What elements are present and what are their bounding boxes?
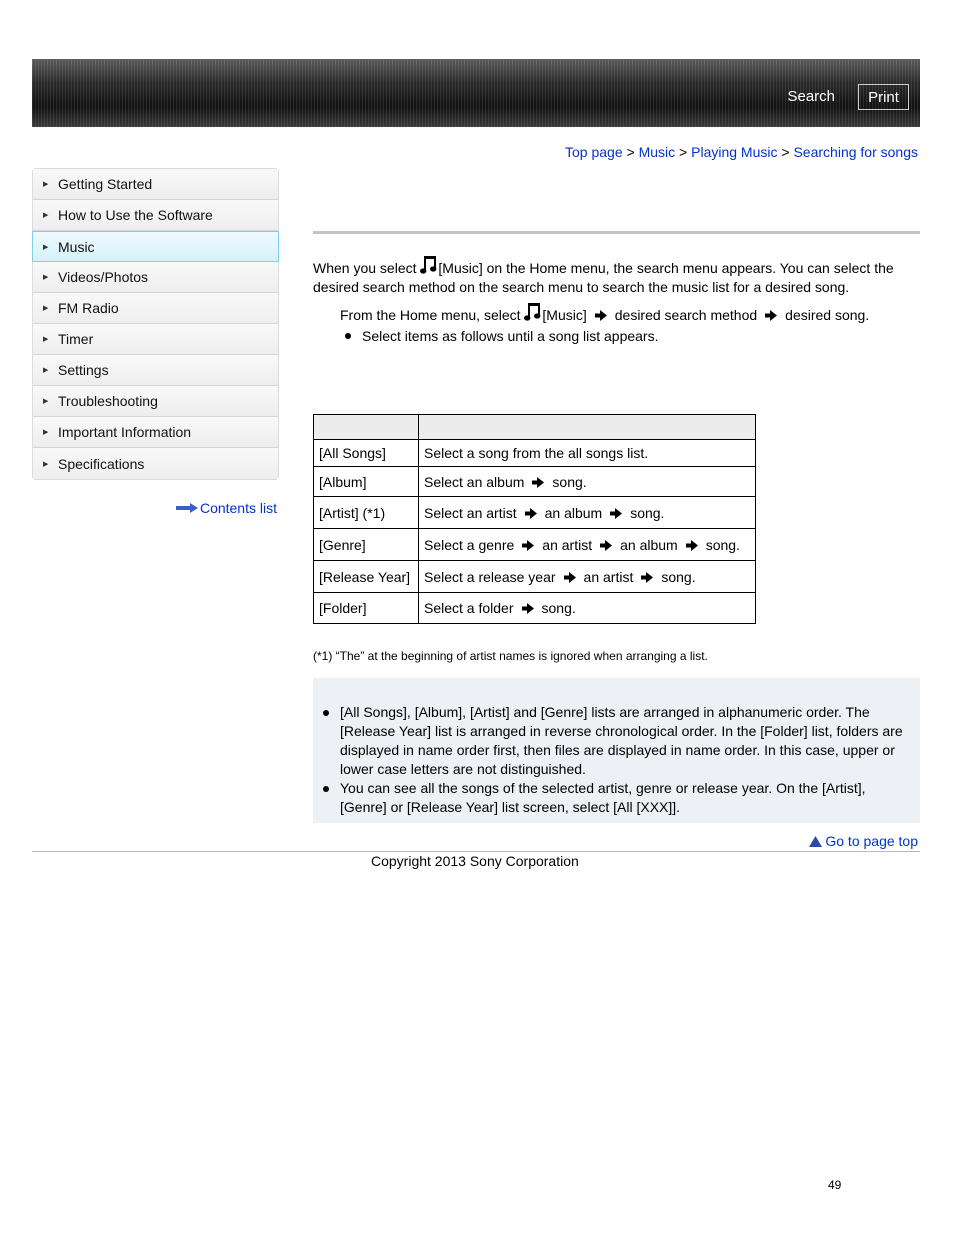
step-text: an album [620,536,678,553]
breadcrumb-playing-music[interactable]: Playing Music [691,144,778,160]
triangle-right-icon: ▶ [43,336,49,343]
step-text: song. [552,473,587,490]
copyright-text: Copyright 2013 Sony Corporation [371,853,579,869]
breadcrumb-music[interactable]: Music [638,144,676,160]
arrow-right-icon [610,508,622,519]
breadcrumb-separator: > [626,144,635,160]
table-cell-steps [419,529,756,561]
arrow-right-icon [176,503,198,513]
note-text: [All Songs], [Album], [Artist] and [Genre] lists are arranged in alphanumeric order. The [Release Year] list is arranged in reverse chronological order. In the [Folder] list, folders are displayed in name order first, then files are displayed in name order. In this case, upper or lower case letters are not distinguished. [340,704,903,777]
sidebar-item-label: Getting Started [58,176,153,192]
breadcrumb-top-page[interactable]: Top page [565,144,623,160]
step-text: Select an artist [424,504,517,521]
triangle-right-icon: ▶ [43,181,49,188]
sidebar-item-label: Settings [58,362,109,378]
sidebar-item-getting-started[interactable] [33,169,278,200]
step-text: an artist [583,568,634,585]
step-text: Select a release year [424,568,556,585]
step-text: desired search method [614,307,758,323]
arrow-right-icon [595,310,607,321]
sidebar-item-fm-radio[interactable] [33,293,278,324]
sidebar-item-label: Troubleshooting [58,393,158,409]
bullet-dot-icon [323,786,329,792]
table-row [314,467,756,497]
note-text: You can see all the songs of the selected artist, genre or release year. On the [Artist], [Genre] or [Release Year] list screen, select [All [XXX]]. [340,780,866,815]
step-text: song. [541,600,576,616]
step-text: From the Home menu, select [340,307,525,323]
sidebar-item-label: Important Information [58,424,192,440]
bullet-item [345,328,658,344]
intro-paragraph [313,255,913,297]
triangle-right-icon: ▶ [43,243,49,251]
table-cell-steps [419,593,756,624]
sidebar-item-label: Videos/Photos [58,269,149,285]
title-divider [313,231,920,234]
bullet-dot-icon [345,333,351,339]
table-cell-steps [419,440,756,467]
table-cell-key: [Folder] [314,593,419,624]
table-header-cell [419,415,756,440]
arrow-right-icon [765,310,777,321]
footer-divider [32,851,920,852]
triangle-right-icon: ▶ [43,398,49,405]
triangle-right-icon: ▶ [43,367,49,374]
table-cell-key: [All Songs] [314,440,419,467]
step-text: song. [661,568,696,585]
step-text: Select a song from the all songs list. [424,445,649,461]
arrow-right-icon [686,540,698,551]
list-item [323,779,911,817]
table-row [314,440,756,467]
sidebar-item-timer[interactable] [33,324,278,355]
music-note-icon [524,302,542,322]
breadcrumb-separator: > [679,144,688,160]
sidebar-item-videos-photos[interactable] [33,262,278,293]
contents-list-link[interactable] [176,500,277,516]
arrow-right-icon [600,540,612,551]
search-link[interactable]: Search [787,88,835,105]
table-cell-steps [419,561,756,593]
intro-text: [Music] on the Home menu, the search menu appears. You can select the desired search method on the search menu to search the music list for a desired song. [313,260,894,295]
step-text: song. [705,536,740,553]
sidebar-item-label: Music [58,238,95,255]
list-item [323,703,911,779]
sidebar-item-troubleshooting[interactable] [33,386,278,417]
step-text: song. [630,504,665,521]
sidebar-item-specifications[interactable] [33,448,278,479]
arrow-right-icon [564,572,576,583]
breadcrumb-searching-for-songs[interactable]: Searching for songs [793,144,918,160]
print-button[interactable]: Print [858,84,909,110]
footnote: (*1) “The” at the beginning of artist names is ignored when arranging a list. [313,649,708,663]
table-cell-steps [419,497,756,529]
sidebar-item-how-to-use-software[interactable] [33,200,278,231]
go-top-label: Go to page top [825,833,918,849]
page-number: 49 [828,1178,842,1192]
arrow-right-icon [522,603,534,614]
table-cell-key: [Release Year] [314,561,419,593]
go-to-page-top-link[interactable] [809,833,918,849]
bullet-dot-icon [323,710,329,716]
sidebar-item-music[interactable] [32,231,279,262]
table-cell-key: [Genre] [314,529,419,561]
step-text: Select a folder [424,600,514,616]
triangle-right-icon: ▶ [43,305,49,312]
table-header-row [314,415,756,440]
table-row [314,529,756,561]
header-bar [32,59,920,127]
step-text: desired song. [785,307,870,323]
contents-list-label: Contents list [199,500,277,516]
bullet-text: Select items as follows until a song list appears. [362,328,659,344]
sidebar-nav [32,168,279,480]
table-cell-key: [Album] [314,467,419,497]
sidebar-item-label: Specifications [58,455,145,472]
intro-text: When you select [313,260,421,276]
sidebar-item-important-information[interactable] [33,417,278,448]
sidebar-item-label: Timer [58,331,94,347]
breadcrumb-separator: > [781,144,790,160]
step-text: an artist [542,536,593,553]
note-list [323,703,911,817]
triangle-up-icon [809,836,822,847]
table-header-cell [314,415,419,440]
table-row [314,561,756,593]
sidebar-item-label: FM Radio [58,300,119,316]
triangle-right-icon: ▶ [43,274,49,281]
step-text: Select an album [424,473,525,490]
step-instruction [340,302,869,323]
table-row [314,593,756,624]
triangle-right-icon: ▶ [43,460,49,468]
triangle-right-icon: ▶ [43,429,49,436]
step-text: Select a genre [424,536,515,553]
arrow-right-icon [532,477,544,488]
arrow-right-icon [525,508,537,519]
triangle-right-icon: ▶ [43,212,49,219]
arrow-right-icon [641,572,653,583]
table-cell-steps [419,467,756,497]
table-row [314,497,756,529]
breadcrumb [565,144,918,160]
arrow-right-icon [522,540,534,551]
search-method-table [313,414,756,624]
step-text: an album [544,504,603,521]
step-text: [Music] [542,307,587,323]
table-cell-key: [Artist] (*1) [314,497,419,529]
sidebar-item-label: How to Use the Software [58,207,213,223]
music-note-icon [420,255,438,275]
note-box [313,678,920,823]
sidebar-item-settings[interactable] [33,355,278,386]
